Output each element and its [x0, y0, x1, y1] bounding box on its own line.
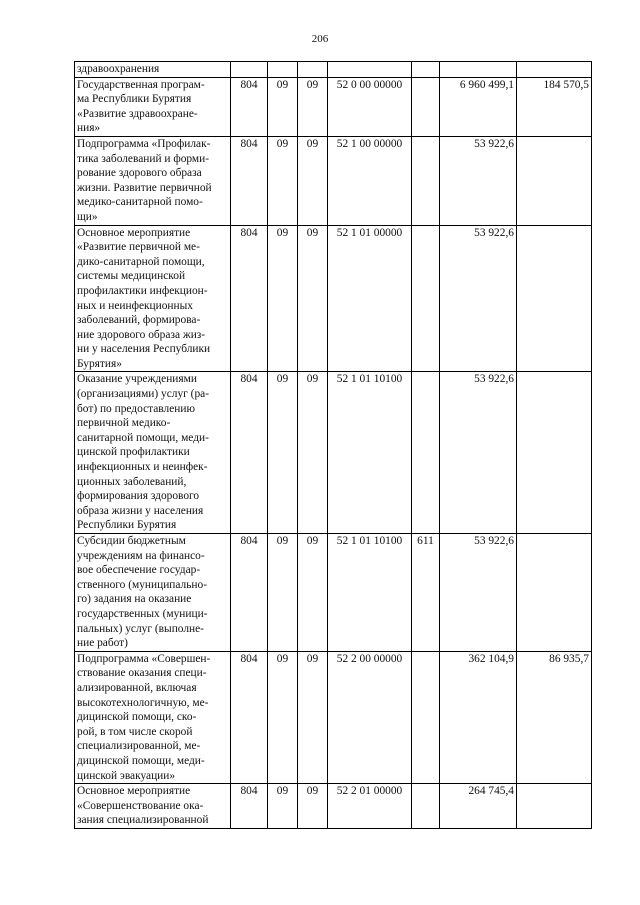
table-row	[75, 784, 592, 829]
row-sum1: 53 922,6	[440, 534, 517, 652]
row-vr	[412, 62, 440, 78]
row-sum1: 53 922,6	[440, 136, 517, 225]
row-csr: 52 2 00 00000	[328, 651, 412, 783]
row-csr: 52 0 00 00000	[328, 77, 412, 136]
row-sum1: 53 922,6	[440, 372, 517, 534]
row-gr: 804	[231, 534, 268, 652]
row-vr	[412, 225, 440, 372]
row-name: Основное мероприятие «Совершенствование ока- зания специализированной	[75, 784, 231, 829]
row-csr: 52 1 01 10100	[328, 534, 412, 652]
row-vr	[412, 77, 440, 136]
row-name: Подпрограмма «Совершен- ствование оказания специ- ализированной, включая высокотехнологичную, ме- дицинской помощи, ско- рой, в том числе скорой специализированной, ме- дицинской помощи, меди- цинской эвакуации»	[75, 651, 231, 783]
row-gr: 804	[231, 136, 268, 225]
row-gr: 804	[231, 225, 268, 372]
row-pr: 09	[298, 784, 328, 829]
row-sum2	[517, 225, 592, 372]
row-sum1: 362 104,9	[440, 651, 517, 783]
table-row	[75, 77, 592, 136]
row-pr: 09	[298, 136, 328, 225]
row-name: Субсидии бюджетным учреждениям на финансо- вое обеспечение государ- ственного (муниципально- го) задания на оказание государственных (муници- пальных) услуг (выполне- ние работ)	[75, 534, 231, 652]
row-rz: 09	[268, 136, 298, 225]
row-pr	[298, 62, 328, 78]
table-row	[75, 62, 592, 78]
row-sum2	[517, 136, 592, 225]
row-name: здравоохранения	[75, 62, 231, 78]
table-row	[75, 372, 592, 534]
row-name: Оказание учреждениями (организациями) услуг (ра- бот) по предоставлению первичной медико- санитарной помощи, меди- цинской профилактики инфекционных и неинфек- ционных заболеваний, формирования здорового образа жизни у населения Республики Бурятия	[75, 372, 231, 534]
row-pr: 09	[298, 534, 328, 652]
row-rz: 09	[268, 225, 298, 372]
row-gr: 804	[231, 651, 268, 783]
row-rz: 09	[268, 77, 298, 136]
row-vr	[412, 651, 440, 783]
row-name: Государственная програм- ма Республики Бурятия «Развитие здравоохране- ния»	[75, 77, 231, 136]
row-rz: 09	[268, 534, 298, 652]
row-vr	[412, 784, 440, 829]
row-sum2	[517, 534, 592, 652]
row-sum2: 86 935,7	[517, 651, 592, 783]
row-rz: 09	[268, 784, 298, 829]
row-name: Основное мероприятие «Развитие первичной ме- дико-санитарной помощи, системы медицинской профилактики инфекцион- ных и неинфекционных заболеваний, формирова- ние здорового образа жиз- ни у населения Республики Бурятия»	[75, 225, 231, 372]
row-pr: 09	[298, 77, 328, 136]
row-rz: 09	[268, 651, 298, 783]
row-csr: 52 2 01 00000	[328, 784, 412, 829]
row-sum2	[517, 784, 592, 829]
row-csr: 52 1 01 00000	[328, 225, 412, 372]
row-sum1: 6 960 499,1	[440, 77, 517, 136]
row-sum2: 184 570,5	[517, 77, 592, 136]
row-pr: 09	[298, 372, 328, 534]
row-csr	[328, 62, 412, 78]
row-gr: 804	[231, 784, 268, 829]
row-csr: 52 1 00 00000	[328, 136, 412, 225]
row-sum2	[517, 372, 592, 534]
row-gr: 804	[231, 372, 268, 534]
row-rz	[268, 62, 298, 78]
table-row	[75, 651, 592, 783]
row-pr: 09	[298, 651, 328, 783]
page-number: 206	[311, 33, 329, 45]
row-gr	[231, 62, 268, 78]
table-row	[75, 225, 592, 372]
row-name: Подпрограмма «Профилак- тика заболеваний и форми- рование здорового образа жизни. Развитие первичной медико-санитарной помо- щи»	[75, 136, 231, 225]
row-gr: 804	[231, 77, 268, 136]
table-row	[75, 136, 592, 225]
row-sum1: 264 745,4	[440, 784, 517, 829]
row-rz: 09	[268, 372, 298, 534]
row-csr: 52 1 01 10100	[328, 372, 412, 534]
row-sum1: 53 922,6	[440, 225, 517, 372]
row-vr: 611	[412, 534, 440, 652]
row-pr: 09	[298, 225, 328, 372]
budget-table	[74, 61, 592, 829]
table-row	[75, 534, 592, 652]
row-sum2	[517, 62, 592, 78]
row-vr	[412, 136, 440, 225]
row-vr	[412, 372, 440, 534]
row-sum1	[440, 62, 517, 78]
